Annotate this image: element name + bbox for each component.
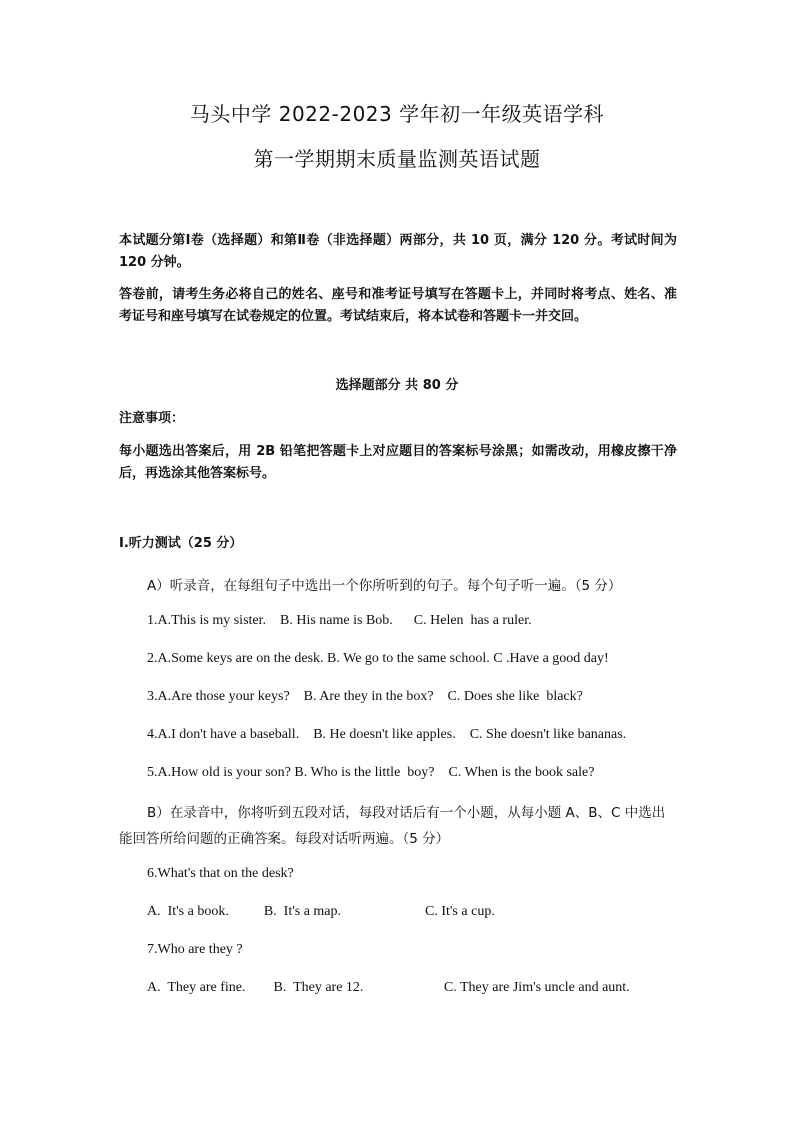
intro-paragraph-2: 答卷前，请考生务必将自己的姓名、座号和准考证号填写在答题卡上，并同时将考点、姓名、准考证号和座号填写在试卷规定的位置。考试结束后，将本试卷和答题卡一并交回。: [119, 287, 677, 324]
question-1: 1.A.This is my sister. B. His name is Bob. C. Helen has a ruler.: [147, 613, 532, 628]
sub-section-b-instructions: B）在录音中，你将听到五段对话，每段对话后有一个小题，从每小题 A、B、C 中选出能回答所给问题的正确答案。每段对话听两遍。（5 分）: [119, 805, 666, 847]
exam-title-line-1: 马头中学 2022-2023 学年初一年级英语学科: [189, 102, 605, 126]
exam-title-line-2: 第一学期期末质量监测英语试题: [253, 147, 541, 171]
sub-section-a-instructions: A）听录音，在每组句子中选出一个你所听到的句子。每个句子听一遍。（5 分）: [147, 578, 622, 594]
notes-body: 每小题选出答案后，用 2B 铅笔把答题卡上对应题目的答案标号涂黑；如需改动，用橡皮擦干净后，再选涂其他答案标号。: [119, 444, 677, 481]
question-6: 6.What's that on the desk?: [147, 866, 294, 881]
section-heading: 选择题部分 共 80 分: [335, 378, 459, 393]
question-7: 7.Who are they ?: [147, 942, 243, 957]
question-3: 3.A.Are those your keys? B. Are they in the box? C. Does she like black?: [147, 689, 583, 704]
question-4: 4.A.I don't have a baseball. B. He doesn't like apples. C. She doesn't like bananas.: [147, 727, 627, 742]
question-5: 5.A.How old is your son? B. Who is the little boy? C. When is the book sale?: [147, 765, 595, 780]
question-7-options: A. They are fine. B. They are 12. C. They are Jim's uncle and aunt.: [147, 980, 630, 995]
part-1-heading: I.听力测试（25 分）: [119, 536, 243, 551]
question-2: 2.A.Some keys are on the desk. B. We go to the same school. C .Have a good day!: [147, 651, 609, 666]
question-6-options: A. It's a book. B. It's a map. C. It's a cup.: [147, 904, 495, 919]
notes-heading: 注意事项：: [119, 411, 185, 426]
intro-paragraph-1: 本试题分第Ⅰ卷（选择题）和第Ⅱ卷（非选择题）两部分，共 10 页，满分 120 分。考试时间为 120 分钟。: [119, 233, 677, 270]
